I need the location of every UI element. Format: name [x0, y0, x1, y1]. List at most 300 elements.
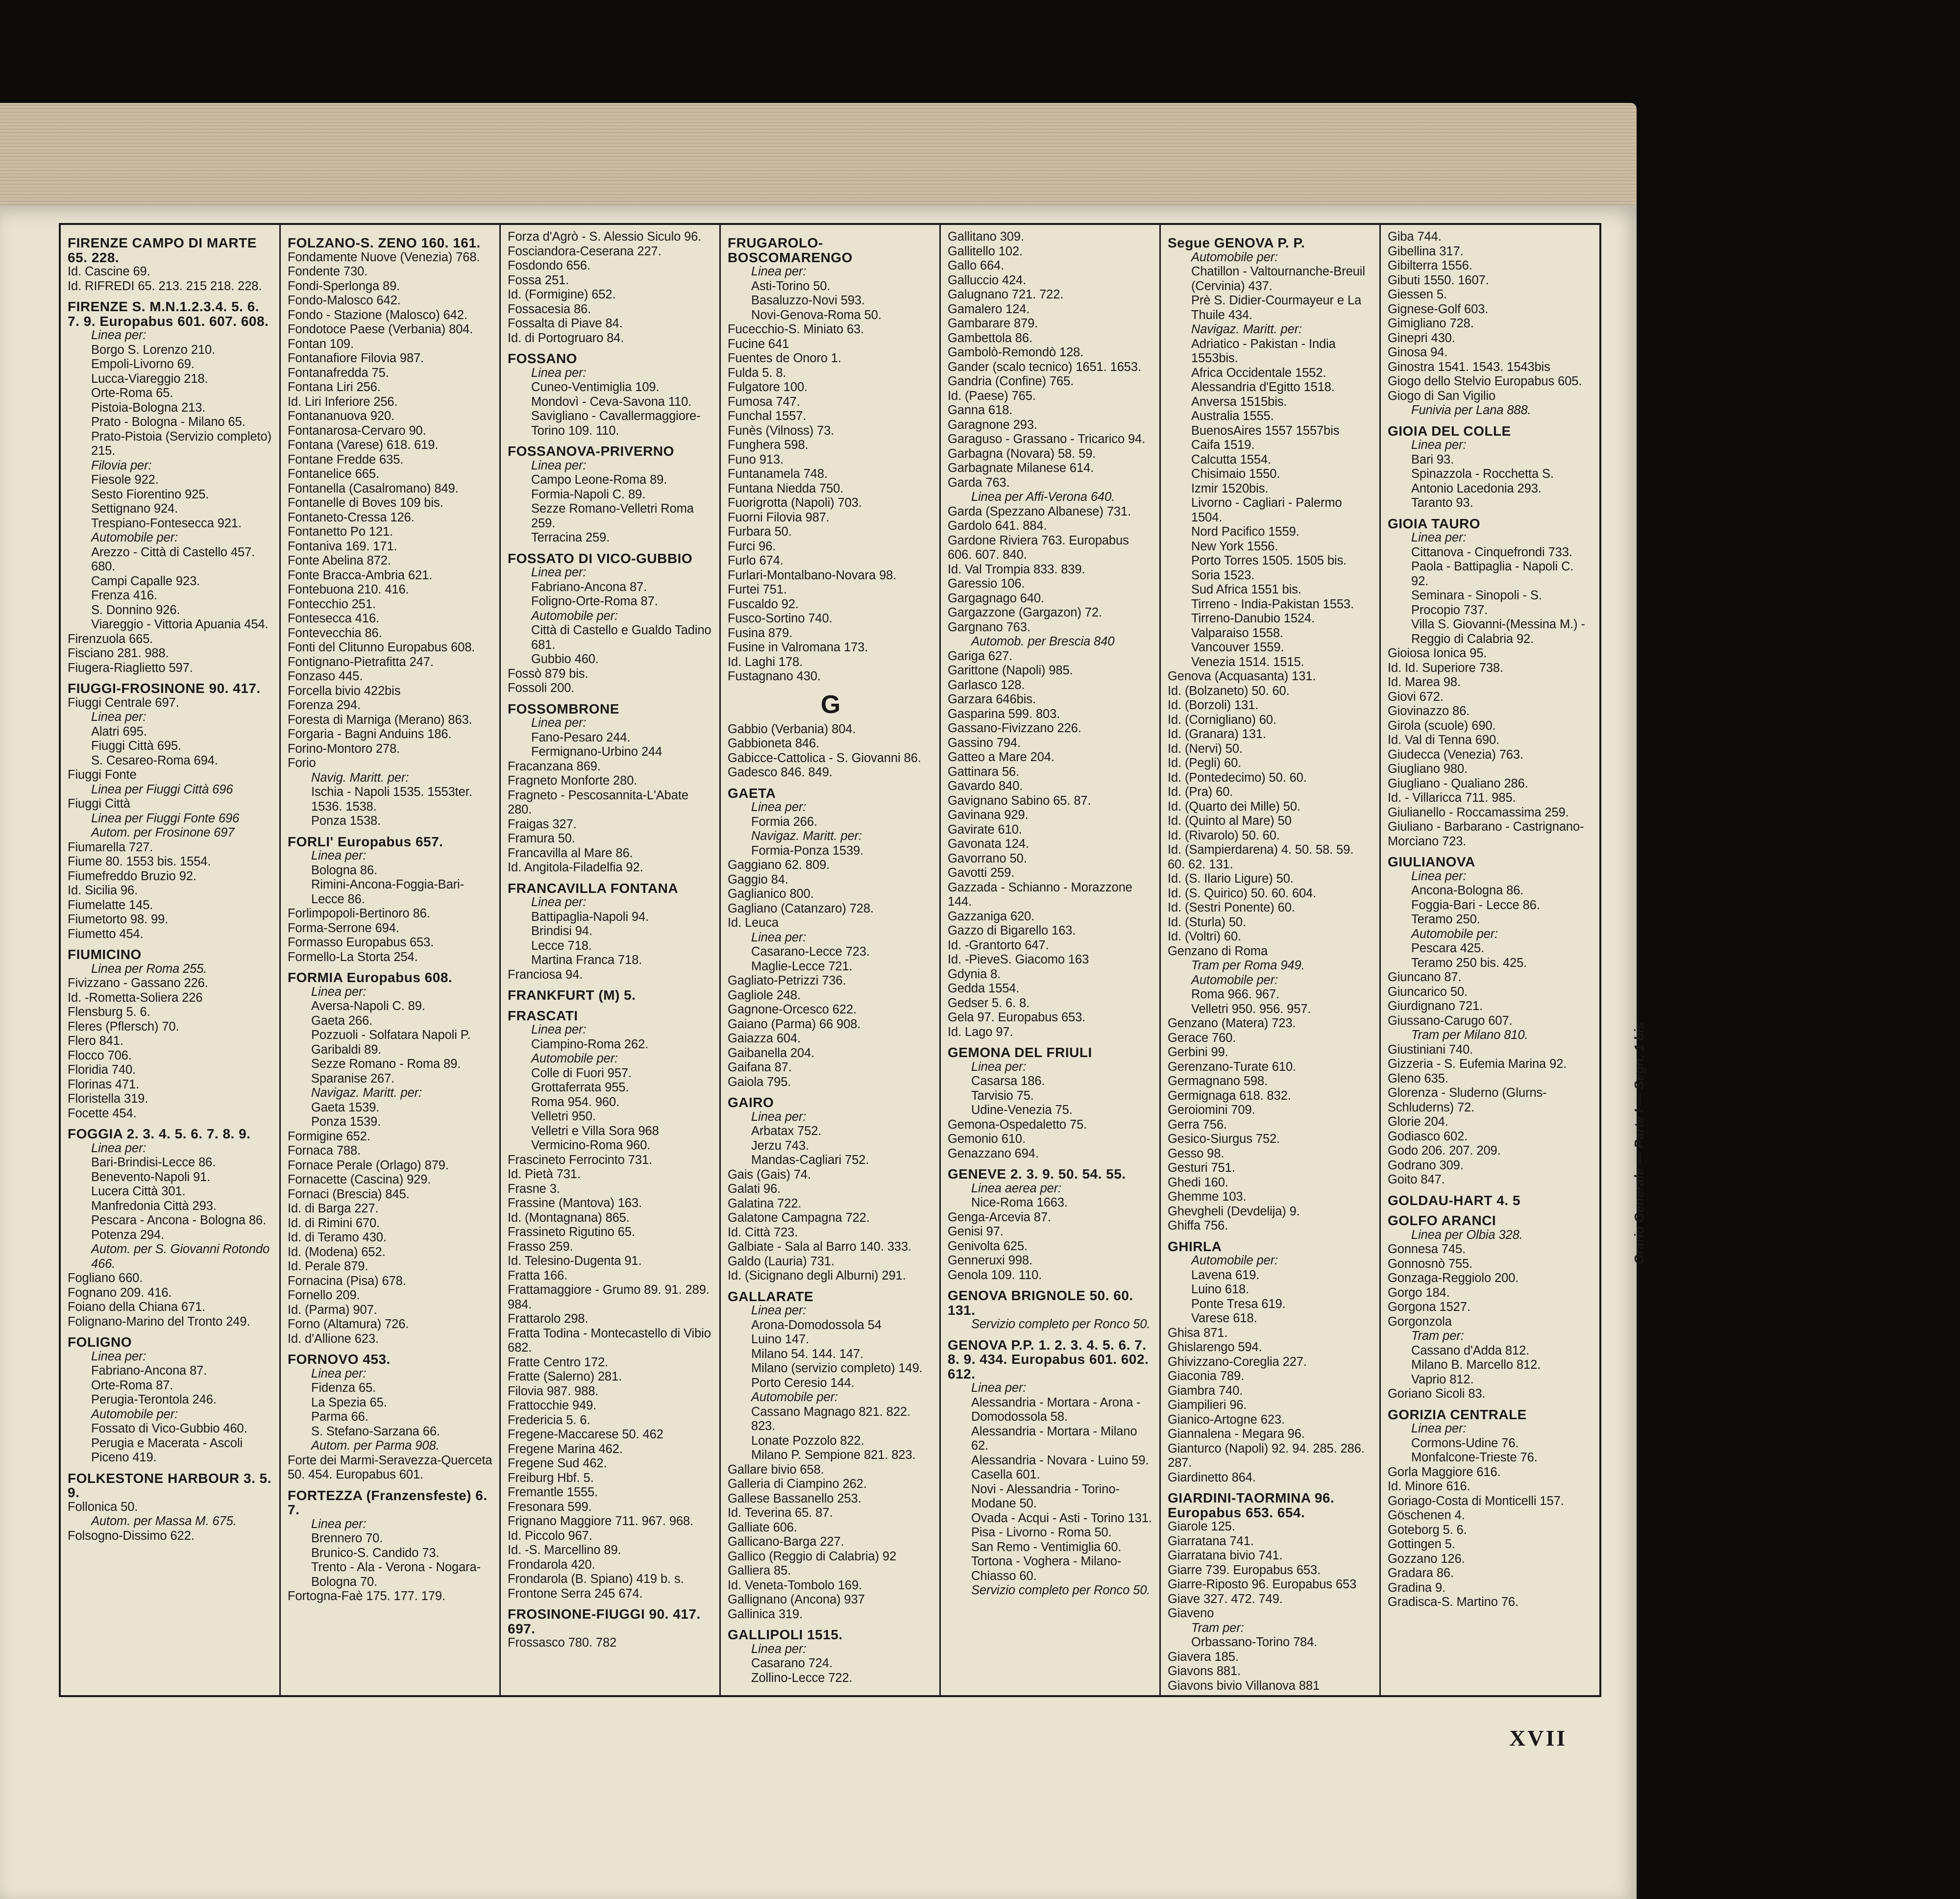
index-entry: Id. (Pra) 60.: [1168, 785, 1233, 799]
connection-label: Linea per:: [751, 265, 807, 278]
connection-entry: Arezzo - Città di Castello 457. 680.: [91, 545, 255, 573]
connection-entry: Fermignano-Urbino 244: [531, 745, 662, 759]
connection-entry: Roma 966. 967.: [1191, 987, 1280, 1001]
connection-entry: Brindisi 94.: [531, 924, 592, 938]
index-entry: Fracanzana 869.: [508, 759, 601, 773]
index-entry: Id. Angitola-Filadelfia 92.: [508, 861, 643, 874]
index-entry: Fresonara 599.: [508, 1500, 592, 1514]
index-entry: Forno (Altamura) 726.: [288, 1317, 409, 1331]
index-entry: Gianturco (Napoli) 92. 94. 285. 286. 287.: [1168, 1441, 1365, 1470]
index-entry: Fiumetto 454.: [68, 927, 144, 941]
connection-entry: Soria 1523.: [1191, 568, 1255, 582]
index-entry: Giampilieri 96.: [1168, 1398, 1247, 1412]
connection-label: Linea per:: [531, 1023, 587, 1036]
connection-entry: Velletri 950.: [531, 1110, 596, 1123]
index-entry: Fondo-Malosco 642.: [288, 294, 401, 307]
index-entry: Id. -PieveS. Giacomo 163: [948, 953, 1089, 966]
index-entry: Fremantle 1555.: [508, 1485, 598, 1499]
connection-entry: Battipaglia-Napoli 94.: [531, 910, 649, 924]
connection-entry: Formia 266.: [751, 814, 817, 829]
index-entry: Id. Id. Superiore 738.: [1388, 661, 1503, 675]
station-heading: GIARDINI-TAORMINA 96. Europabus 653. 654.: [1168, 1490, 1335, 1520]
index-entry: Genga-Arcevia 87.: [948, 1210, 1051, 1224]
connection-entry: Milano B. Marcello 812.: [1411, 1358, 1541, 1372]
connection-label: Servizio completo per Ronco 50.: [971, 1317, 1151, 1331]
index-entry: Fossacesia 86.: [508, 302, 591, 316]
index-entry: Galbiate - Sala al Barro 140. 333.: [728, 1240, 912, 1254]
index-entry: Gorgonzola: [1388, 1314, 1452, 1329]
index-entry: Id. Lago 97.: [948, 1025, 1013, 1039]
connection-entry: Gaeta 266.: [311, 1013, 373, 1028]
index-entry: Id. (Borzoli) 131.: [1168, 698, 1259, 712]
index-entry: Gianico-Artogne 623.: [1168, 1412, 1285, 1427]
index-entry: Gioiosa Ionica 95.: [1388, 646, 1487, 660]
index-entry: Gavirate 610.: [948, 822, 1022, 837]
station-heading: FOLIGNO: [68, 1334, 132, 1350]
index-entry: Gorgo 184.: [1388, 1285, 1450, 1300]
connection-entry: Pescara 425.: [1411, 941, 1485, 955]
index-entry: Fontanafiore Filovia 987.: [288, 351, 424, 365]
station-heading: FRASCATI: [508, 1008, 578, 1023]
index-entry: Gallignano (Ancona) 937: [728, 1593, 865, 1606]
connection-entry: Chatillon - Valtournanche-Breuil (Cervinia) 437.: [1191, 265, 1365, 293]
index-entry: Floristella 319.: [68, 1092, 148, 1106]
connection-label: Linea per:: [1411, 869, 1467, 883]
index-entry: Fontaniva 169. 171.: [288, 539, 397, 553]
connection-entry: Fiuggi Città 695.: [91, 739, 181, 753]
connection-entry: Anversa 1515bis.: [1191, 395, 1287, 409]
connection-entry: Bari-Brindisi-Lecce 86.: [91, 1156, 216, 1169]
index-entry: Fumosa 747.: [728, 395, 800, 409]
connection-entry: Ovada - Acqui - Asti - Torino 131.: [971, 1511, 1152, 1525]
index-entry: Ghemme 103.: [1168, 1190, 1247, 1204]
index-entry: Gallico (Reggio di Calabria) 92: [728, 1549, 897, 1563]
index-entry: Galliate 606.: [728, 1520, 797, 1534]
index-entry: Ghisa 871.: [1168, 1326, 1228, 1340]
index-entry: Gignese-Golf 603.: [1388, 302, 1489, 316]
connection-entry: Lucera Città 301.: [91, 1184, 186, 1198]
connection-entry: Tirreno - India-Pakistan 1553.: [1191, 597, 1354, 611]
connection-entry: Orte-Roma 65.: [91, 386, 173, 400]
connection-label: Linea per:: [91, 710, 147, 724]
connection-entry: San Remo - Ventimiglia 60.: [971, 1540, 1122, 1554]
index-entry: Id. (Pegli) 60.: [1168, 756, 1242, 770]
connection-entry: Luino 618.: [1191, 1282, 1250, 1296]
index-column-2: [281, 225, 501, 1695]
connection-entry: Perugia e Macerata - Ascoli Piceno 419.: [91, 1436, 243, 1464]
index-entry: Id. (Granara) 131.: [1168, 727, 1266, 741]
index-entry: Fosciandora-Ceserana 227.: [508, 244, 662, 258]
connection-label: Linea per:: [531, 716, 587, 730]
connection-entry: Pescara - Ancona - Bologna 86.: [91, 1213, 267, 1227]
connection-label: Linea per:: [751, 1110, 807, 1124]
station-heading: FOSSATO DI VICO-GUBBIO: [508, 550, 693, 566]
index-entry: Genisi 97.: [948, 1225, 1004, 1238]
index-entry: Gaggio 84.: [728, 872, 788, 887]
index-entry: Fossoli 200.: [508, 681, 575, 695]
index-entry: Gais (Gais) 74.: [728, 1167, 811, 1182]
index-entry: Id. (Formigine) 652.: [508, 288, 616, 301]
connection-label: Linea per:: [311, 1517, 367, 1531]
connection-entry: Alessandria - Mortara - Milano 62.: [971, 1424, 1137, 1453]
connection-label: Linea per:: [1411, 438, 1467, 452]
station-heading: GAETA: [728, 785, 776, 801]
index-entry: Id. di Portogruaro 84.: [508, 331, 624, 345]
index-entry: Id. - Villaricca 711. 985.: [1388, 791, 1516, 805]
index-entry: Giurdignano 721.: [1388, 999, 1483, 1013]
index-entry: Godiasco 602.: [1388, 1129, 1468, 1143]
index-entry: Garbagna (Novara) 58. 59.: [948, 446, 1096, 461]
connection-label: Linea per:: [751, 930, 807, 944]
connection-label: Navig. Maritt. per:: [311, 770, 409, 785]
index-entry: Glorenza - Sluderno (Glurns-Schluderns) 72.: [1388, 1086, 1547, 1114]
index-entry: Id. Leuca: [728, 916, 779, 930]
index-entry: Fiumefreddo Bruzio 92.: [68, 869, 196, 883]
index-entry: Giuliano - Barbarano - Castrignano-Morciano 723.: [1388, 820, 1584, 848]
connection-entry: Luino 147.: [751, 1332, 809, 1346]
station-heading: GIOIA TAURO: [1388, 516, 1481, 531]
index-entry: Id. Minore 616.: [1388, 1480, 1470, 1493]
index-entry: Id. Cascine 69.: [68, 265, 150, 278]
connection-entry: Cuneo-Ventimiglia 109.: [531, 380, 660, 394]
index-entry: Gottingen 5.: [1388, 1537, 1455, 1551]
index-entry: Fiumelatte 145.: [68, 898, 153, 912]
index-entry: Galugnano 721. 722.: [948, 288, 1064, 301]
connection-entry: Novi - Alessandria - Torino-Modane 50.: [971, 1482, 1120, 1510]
index-entry: Ginostra 1541. 1543. 1543bis: [1388, 360, 1550, 374]
index-entry: Fusina 879.: [728, 626, 793, 640]
index-entry: Fossalta di Piave 84.: [508, 317, 623, 330]
index-entry: Gerace 760.: [1168, 1031, 1236, 1045]
connection-label: Automobile per:: [531, 1052, 618, 1065]
index-entry: Fornace Perale (Orlago) 879.: [288, 1158, 449, 1172]
index-entry: Fuentes de Onoro 1.: [728, 351, 841, 365]
station-heading: FOSSANOVA-PRIVERNO: [508, 444, 674, 459]
index-entry: Id. (Bolzaneto) 50. 60.: [1168, 684, 1290, 698]
index-entry: Galatina 722.: [728, 1196, 802, 1210]
connection-label: Automobile per:: [751, 1390, 838, 1404]
index-entry: Giogo dello Stelvio Europabus 605.: [1388, 374, 1582, 388]
connection-entry: Fabriano-Ancona 87.: [91, 1364, 207, 1378]
index-entry: Id. RIFREDI 65. 213. 215 218. 228.: [68, 279, 262, 293]
connection-entry: Calcutta 1554.: [1191, 452, 1272, 467]
index-entry: Forza d'Agrò - S. Alessio Siculo 96.: [508, 230, 702, 244]
index-entry: Giuncano 87.: [1388, 970, 1462, 984]
index-entry: Genzano di Roma: [1168, 944, 1268, 958]
index-entry: Fregene Marina 462.: [508, 1442, 623, 1456]
index-column-7: [1381, 225, 1599, 1695]
connection-entry: Casella 601.: [971, 1468, 1040, 1481]
connection-entry: Borgo S. Lorenzo 210.: [91, 343, 216, 357]
index-entry: Gesso 98.: [1168, 1146, 1225, 1160]
index-entry: Fontana (Varese) 618. 619.: [288, 438, 439, 452]
index-entry: Fontanarosa-Cervaro 90.: [288, 423, 426, 438]
index-entry: Frattocchie 949.: [508, 1399, 597, 1412]
connection-label: Autom. per S. Giovanni Rotondo 466.: [91, 1242, 270, 1271]
connection-entry: Monfalcone-Trieste 76.: [1411, 1451, 1538, 1464]
index-entry: Giovi 672.: [1388, 690, 1444, 704]
index-entry: Fonti del Clitunno Europabus 608.: [288, 641, 475, 654]
index-entry: Gedser 5. 6. 8.: [948, 996, 1030, 1010]
index-entry: Fornello 209.: [288, 1288, 360, 1302]
connection-entry: Sparanise 267.: [311, 1071, 395, 1085]
index-entry: Gavonata 124.: [948, 837, 1029, 851]
index-entry: Id. Perale 879.: [288, 1259, 368, 1273]
connection-label: Linea per Olbia 328.: [1411, 1228, 1523, 1242]
index-entry: Frattamaggiore - Grumo 89. 91. 289. 984.: [508, 1283, 710, 1311]
index-entry: Frasne 3.: [508, 1182, 560, 1196]
index-entry: Id. d'Allione 623.: [288, 1332, 379, 1346]
connection-entry: Nice-Roma 1663.: [971, 1196, 1068, 1209]
section-letter: G: [820, 690, 841, 719]
index-entry: Fontan 109.: [288, 337, 354, 351]
connection-label: Linea per:: [531, 366, 587, 380]
connection-entry: Lonate Pozzolo 822.: [751, 1433, 864, 1448]
connection-entry: Casarsa 186.: [971, 1074, 1045, 1088]
connection-entry: Cormons-Udine 76.: [1411, 1436, 1519, 1450]
index-entry: Giarre-Riposto 96. Europabus 653: [1168, 1578, 1357, 1591]
connection-entry: Sud Africa 1551 bis.: [1191, 583, 1301, 596]
station-heading: FOSSANO: [508, 351, 577, 366]
index-entry: Frossasco 780. 782: [508, 1636, 617, 1650]
index-entry: Gimigliano 728.: [1388, 317, 1474, 330]
connection-entry: Potenza 294.: [91, 1228, 165, 1242]
index-entry: Genzano (Matera) 723.: [1168, 1016, 1296, 1030]
connection-label: Automobile per:: [1191, 250, 1278, 264]
connection-label: Linea per Fiuggi Città 696: [91, 782, 233, 796]
index-entry: Gozzano 126.: [1388, 1552, 1465, 1566]
connection-entry: Milano 54. 144. 147.: [751, 1347, 864, 1361]
connection-entry: Jerzu 743.: [751, 1138, 809, 1153]
connection-label: Automobile per:: [91, 531, 178, 544]
index-entry: Gonnesa 745.: [1388, 1242, 1466, 1256]
index-entry: Goriago-Costa di Monticelli 157.: [1388, 1494, 1564, 1508]
station-heading: FIUGGI-FROSINONE 90. 417.: [68, 681, 261, 696]
station-heading: FORMIA Europabus 608.: [288, 970, 453, 985]
connection-label: Linea per Fiuggi Fonte 696: [91, 811, 240, 825]
index-entry: Florinas 471.: [68, 1077, 140, 1091]
index-entry: Gattinara 56.: [948, 765, 1020, 779]
index-entry: Fragneto - Pescosannita-L'Abate 280.: [508, 788, 688, 816]
connection-entry: Savigliano - Cavallermaggiore-Torino 109. 110.: [531, 409, 701, 438]
connection-entry: S. Donnino 926.: [91, 603, 180, 617]
connection-label: Linea per Affi-Verona 640.: [971, 490, 1115, 504]
index-entry: Funtanamela 748.: [728, 467, 828, 481]
index-entry: Id. Val Trompia 833. 839.: [948, 562, 1085, 576]
index-entry: Furlo 674.: [728, 554, 784, 567]
index-entry: Id. Marea 98.: [1388, 675, 1461, 689]
index-entry: Fontanella (Casalromano) 849.: [288, 481, 459, 495]
connection-entry: Casarano-Lecce 723.: [751, 945, 870, 959]
index-entry: Fratta 166.: [508, 1268, 568, 1282]
index-entry: Garzara 646bis.: [948, 692, 1036, 706]
station-heading: FOSSOMBRONE: [508, 701, 619, 716]
index-entry: Giavera 185.: [1168, 1650, 1239, 1664]
index-entry: Fondamente Nuove (Venezia) 768.: [288, 250, 480, 264]
index-entry: Gorgona 1527.: [1388, 1300, 1470, 1314]
index-entry: Flocco 706.: [68, 1048, 132, 1062]
connection-label: Linea per:: [751, 1304, 807, 1317]
station-heading: FRANKFURT (M) 5.: [508, 987, 636, 1003]
index-entry: Gerenzano-Turate 610.: [1168, 1060, 1297, 1074]
index-entry: Focette 454.: [68, 1106, 137, 1120]
connection-entry: Porto Ceresio 144.: [751, 1376, 855, 1390]
index-entry: Filovia 987. 988.: [508, 1384, 599, 1398]
index-entry: Gemona-Ospedaletto 75.: [948, 1117, 1087, 1132]
index-entry: Giardinetto 864.: [1168, 1470, 1256, 1484]
index-entry: Id. (Parma) 907.: [288, 1303, 377, 1317]
connection-entry: Milano P. Sempione 821. 823.: [751, 1448, 916, 1462]
index-entry: Garittone (Napoli) 985.: [948, 664, 1073, 677]
connection-entry: Roma 954. 960.: [531, 1095, 620, 1109]
index-entry: Giarre 739. Europabus 653.: [1168, 1563, 1321, 1577]
index-entry: Giba 744.: [1388, 230, 1442, 244]
connection-label: Automobile per:: [1191, 1254, 1278, 1267]
index-entry: Gavinana 929.: [948, 808, 1029, 822]
index-entry: Genova (Acquasanta) 131.: [1168, 669, 1316, 683]
station-heading: GIOIA DEL COLLE: [1388, 423, 1511, 439]
index-entry: Frondarola (B. Spiano) 419 b. s.: [508, 1572, 684, 1586]
connection-entry: Australia 1555.: [1191, 409, 1274, 423]
index-entry: Franciosa 94.: [508, 967, 583, 982]
connection-entry: Ponza 1538.: [311, 814, 381, 828]
index-entry: Fornaca 788.: [288, 1144, 361, 1158]
index-entry: Fiumarella 727.: [68, 840, 153, 854]
connection-entry: Vancouver 1559.: [1191, 641, 1284, 654]
index-entry: Gibilterra 1556.: [1388, 259, 1472, 272]
index-entry: Giarole 125.: [1168, 1520, 1235, 1533]
connection-label: Linea per:: [91, 1141, 147, 1155]
index-entry: Gargazzone (Gargazon) 72.: [948, 606, 1102, 619]
index-entry: Gorla Maggiore 616.: [1388, 1465, 1501, 1479]
connection-entry: Manfredonia Città 293.: [91, 1199, 217, 1213]
connection-entry: Prato - Bologna - Milano 65.: [91, 415, 245, 429]
index-entry: Gadesco 846. 849.: [728, 765, 833, 779]
connection-entry: Zollino-Lecce 722.: [751, 1671, 853, 1685]
connection-entry: Rimini-Ancona-Foggia-Bari-Lecce 86.: [311, 878, 465, 906]
index-entry: Fredericia 5. 6.: [508, 1413, 590, 1427]
connection-entry: Viareggio - Vittoria Apuania 454.: [91, 617, 269, 631]
index-entry: Fregene Sud 462.: [508, 1456, 607, 1470]
index-entry: Id. Piccolo 967.: [508, 1529, 592, 1543]
index-entry: Gabbio (Verbania) 804.: [728, 722, 856, 736]
connection-entry: Villa S. Giovanni-(Messina M.) - Reggio di Calabria 92.: [1411, 617, 1585, 646]
index-entry: Fragneto Monforte 280.: [508, 774, 637, 788]
connection-label: Linea per:: [971, 1381, 1027, 1395]
index-entry: Id. (Rivarolo) 50. 60.: [1168, 828, 1280, 842]
connection-entry: Valparaiso 1558.: [1191, 626, 1283, 640]
index-entry: Frontone Serra 245 674.: [508, 1586, 643, 1601]
connection-entry: Settignano 924.: [91, 502, 178, 516]
index-entry: Fosdondo 656.: [508, 259, 590, 272]
connection-label: Linea per:: [971, 1060, 1027, 1074]
station-heading: GOLDAU-HART 4. 5: [1388, 1192, 1520, 1208]
connection-entry: Milano (servizio completo) 149.: [751, 1361, 923, 1375]
index-entry: Gaiano (Parma) 66 908.: [728, 1017, 861, 1031]
index-entry: Gallinica 319.: [728, 1607, 803, 1621]
index-entry: Id. Sicilia 96.: [68, 884, 138, 897]
index-entry: Gerra 756.: [1168, 1117, 1227, 1132]
connection-entry: Bari 93.: [1411, 452, 1454, 467]
index-entry: Gaiola 795.: [728, 1075, 791, 1089]
connection-label: Linea per:: [91, 328, 147, 342]
index-entry: Fucecchio-S. Miniato 63.: [728, 322, 864, 336]
index-entry: Fisciano 281. 988.: [68, 646, 169, 660]
connection-entry: Aversa-Napoli C. 89.: [311, 999, 425, 1013]
index-entry: Furbara 50.: [728, 525, 792, 539]
index-entry: Flensburg 5. 6.: [68, 1005, 150, 1019]
index-entry: Id. (Sampierdarena) 4. 50. 58. 59. 60. 62. 131.: [1168, 843, 1354, 871]
connection-entry: Fiesole 922.: [91, 473, 159, 487]
index-entry: Fuorni Filovia 987.: [728, 510, 830, 524]
connection-entry: Empoli-Livorno 69.: [91, 357, 195, 371]
index-entry: Gela 97. Europabus 653.: [948, 1011, 1086, 1024]
index-entry: Fornacina (Pisa) 678.: [288, 1274, 406, 1288]
connection-entry: Pisa - Livorno - Roma 50.: [971, 1526, 1112, 1539]
index-entry: Garagnone 293.: [948, 418, 1037, 432]
connection-label: Automobile per:: [531, 609, 618, 623]
index-entry: Folignano-Marino del Tronto 249.: [68, 1314, 250, 1329]
index-column-5: [941, 225, 1161, 1695]
index-entry: Gazzaniga 620.: [948, 909, 1035, 923]
station-heading: FIRENZE S. M.N.1.2.3.4. 5. 6. 7. 9. Europabus 601. 607. 608.: [68, 299, 269, 329]
connection-entry: Novi-Genova-Roma 50.: [751, 308, 882, 322]
connection-label: Linea per:: [751, 800, 807, 814]
connection-entry: La Spezia 65.: [311, 1395, 387, 1409]
index-entry: Foresta di Marniga (Merano) 863.: [288, 713, 472, 727]
index-entry: Frassine (Mantova) 163.: [508, 1196, 642, 1210]
index-entry: Id. -Grantorto 647.: [948, 938, 1049, 952]
connection-entry: Tarvisio 75.: [971, 1088, 1034, 1103]
index-entry: Goriano Sicoli 83.: [1388, 1387, 1486, 1401]
index-entry: Gassino 794.: [948, 736, 1021, 750]
index-entry: Frascineto Ferrocinto 731.: [508, 1153, 653, 1167]
index-entry: Funchal 1557.: [728, 409, 807, 423]
index-entry: Id. di Teramo 430.: [288, 1231, 387, 1244]
connection-entry: Alessandria - Mortara - Arona -Domodossola 58.: [971, 1395, 1141, 1424]
connection-entry: Livorno - Cagliari - Palermo 1504.: [1191, 496, 1342, 524]
connection-label: Linea per:: [531, 895, 587, 909]
connection-label: Tram per Roma 949.: [1191, 959, 1305, 972]
index-entry: Giogo di San Vigilio: [1388, 389, 1496, 403]
connection-label: Linea per:: [311, 1366, 367, 1381]
connection-entry: Formia-Ponza 1539.: [751, 843, 864, 858]
index-entry: Id. (Sestri Ponente) 60.: [1168, 901, 1295, 914]
index-entry: Gaifana 87.: [728, 1060, 792, 1074]
connection-entry: Brunico-S. Candido 73.: [311, 1546, 440, 1560]
index-entry: Fuscaldo 92.: [728, 597, 799, 611]
index-entry: Fognano 209. 416.: [68, 1285, 172, 1300]
index-entry: Id. Liri Inferiore 256.: [288, 395, 398, 409]
index-entry: Girola (scuole) 690.: [1388, 718, 1496, 733]
connection-label: Tram per:: [1191, 1621, 1244, 1635]
connection-label: Tram per Milano 810.: [1411, 1028, 1528, 1042]
index-entry: Galati 96.: [728, 1182, 781, 1196]
index-entry: Fontignano-Pietrafitta 247.: [288, 655, 434, 669]
index-entry: Giavons 881.: [1168, 1664, 1241, 1678]
index-entry: Id. (Modena) 652.: [288, 1245, 386, 1259]
connection-entry: Maglie-Lecce 721.: [751, 959, 853, 973]
index-entry: Garda 763.: [948, 475, 1010, 490]
index-entry: Geroiomini 709.: [1168, 1103, 1255, 1117]
connection-entry: Colle di Fuori 957.: [531, 1066, 632, 1080]
index-entry: Gabicce-Cattolica - S. Giovanni 86.: [728, 751, 921, 765]
index-entry: Fondo - Stazione (Malosco) 642.: [288, 308, 467, 322]
index-entry: Flero 841.: [68, 1034, 123, 1048]
index-entry: Ghevgheli (Devdelija) 9.: [1168, 1204, 1300, 1218]
index-entry: Gagliole 248.: [728, 988, 801, 1002]
connection-entry: Gaeta 1539.: [311, 1100, 380, 1114]
